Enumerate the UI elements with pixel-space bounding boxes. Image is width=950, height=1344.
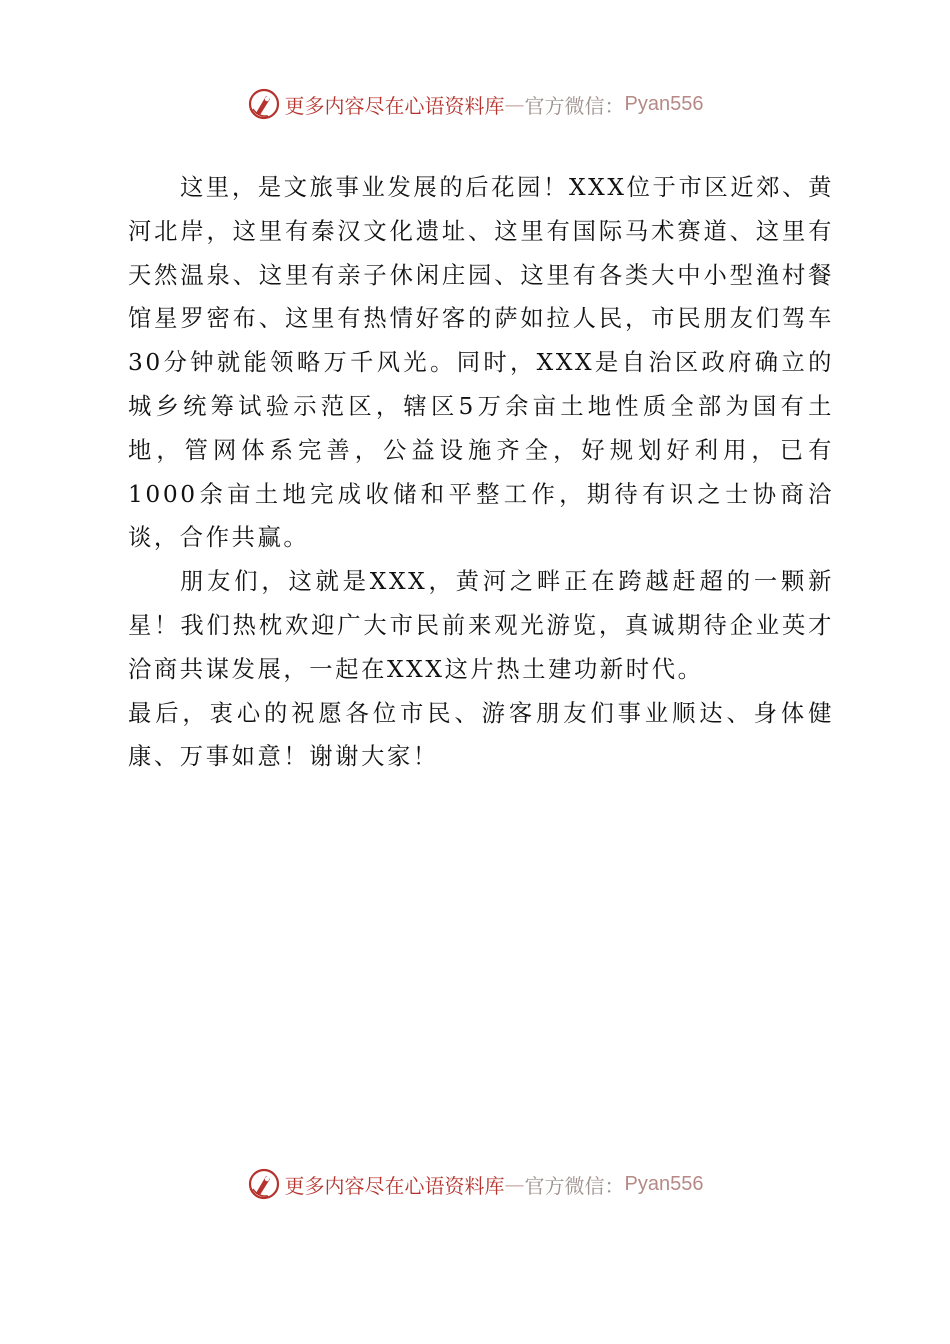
paragraph-1: 这里，是文旅事业发展的后花园！XXX位于市区近郊、黄河北岸，这里有秦汉文化遗址、这里有国际马术赛道、这里有天然温泉、这里有亲子休闲庄园、这里有各类大中小型渔村餐馆星罗密布、这里有热情好客的萨如拉人民，市民朋友们驾车30分钟就能领略万千风光。同时，XXX是自治区政府确立的城乡统筹试验示范区，辖区5万余亩土地性质全部为国有土地，管网体系完善，公益设施齐全，好规划好利用，已有1000余亩土地完成收储和平整工作，期待有识之士协商洽谈，合作共赢。 [128, 174, 834, 552]
banner-official-label: 官方微信： [524, 1173, 625, 1198]
footer-banner [0, 1164, 950, 1204]
banner-brand-text: 更多内容尽在心语资料库 [284, 1173, 505, 1198]
banner-wechat-id: Pyan556 [624, 92, 704, 115]
document-body [128, 166, 834, 779]
paragraph-3: 最后，衷心的祝愿各位市民、游客朋友们事业顺达、身体健康、万事如意！谢谢大家！ [128, 699, 834, 771]
banner-wechat-id: Pyan556 [624, 1172, 704, 1195]
banner-dash: — [504, 92, 525, 116]
banner-dash: — [504, 1172, 525, 1196]
banner-brand-text: 更多内容尽在心语资料库 [284, 93, 505, 118]
pen-nib-logo-icon [247, 1167, 281, 1201]
paragraph-2: 朋友们，这就是XXX，黄河之畔正在跨越赶超的一颗新星！我们热枕欢迎广大市民前来观光游览，真诚期待企业英才洽商共谋发展，一起在XXX这片热土建功新时代。 [128, 568, 834, 683]
header-banner [0, 84, 950, 124]
pen-nib-logo-icon [247, 87, 281, 121]
banner-official-label: 官方微信： [524, 93, 625, 118]
